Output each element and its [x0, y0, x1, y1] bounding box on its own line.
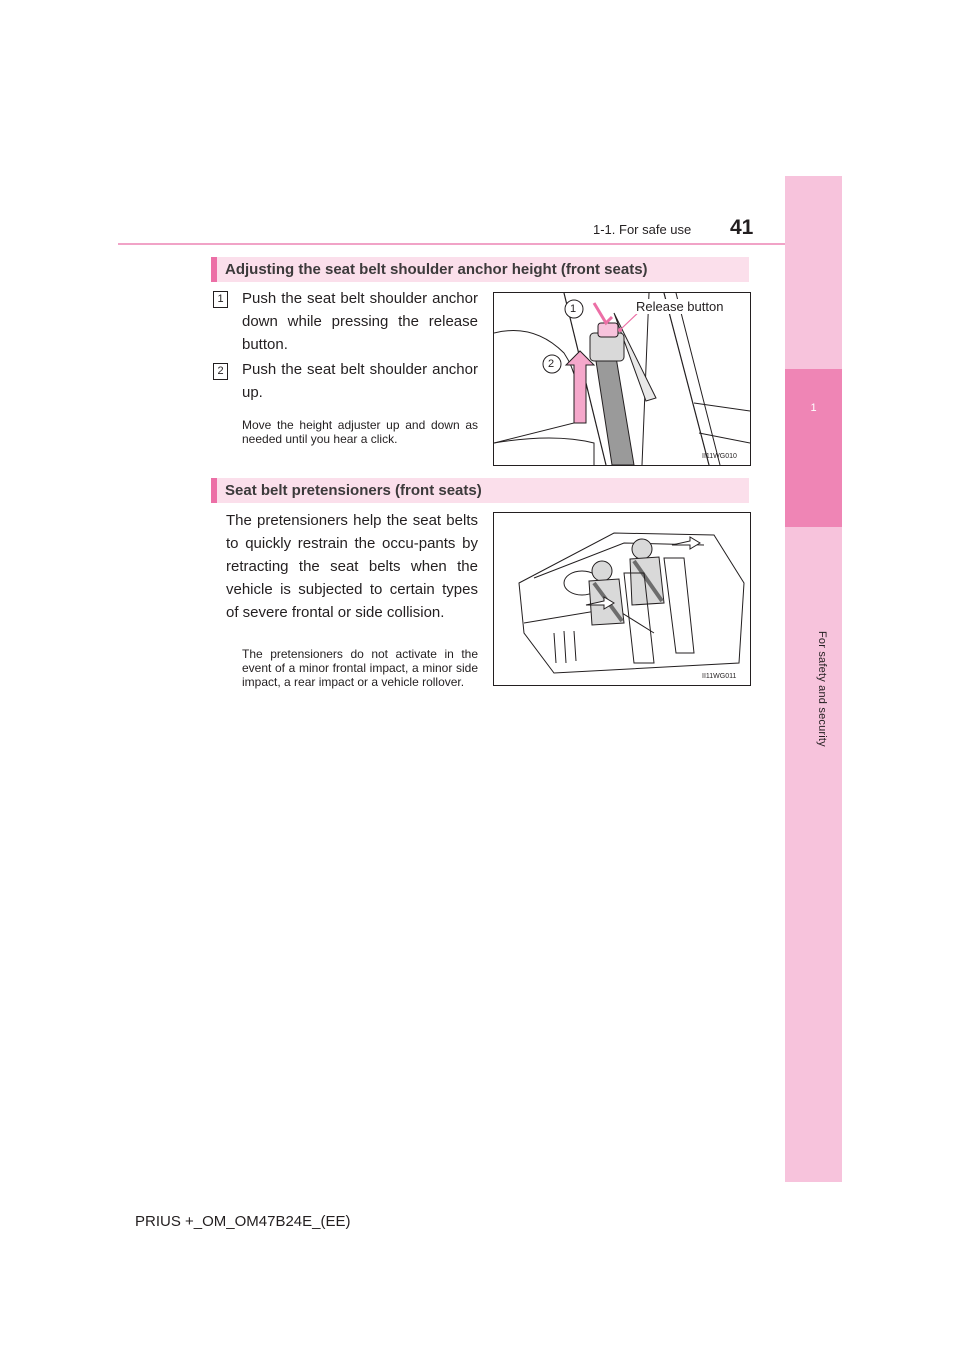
release-button-callout: Release button: [636, 299, 724, 314]
step-number-1: 1: [213, 291, 228, 308]
document-id: PRIUS +_OM_OM47B24E_(EE): [135, 1213, 351, 1230]
pretensioner-note: The pretensioners do not activate in the event of a minor frontal impact, a minor side impact, a rear impact or a vehicle rollover.: [242, 647, 478, 689]
pretensioner-illustration: [494, 513, 750, 685]
figure-code: II11WG011: [702, 673, 737, 680]
shoulder-anchor-figure: [493, 292, 751, 466]
section-heading-text: Seat belt pretensioners (front seats): [225, 482, 482, 499]
heading-accent-bar: [211, 478, 217, 503]
pretensioner-figure: [493, 512, 751, 686]
section-heading-text: Adjusting the seat belt shoulder anchor height (front seats): [225, 261, 648, 278]
step-number-2: 2: [213, 363, 228, 380]
figure-marker-2: 2: [548, 358, 555, 370]
step-1-text: Push the seat belt shoulder anchor down while pressing the release button.: [242, 290, 478, 353]
chapter-number-box: [785, 369, 842, 527]
section-heading-pretensioners: [211, 478, 749, 503]
figure-code: II11WG010: [702, 453, 737, 460]
pretensioner-description: The pretensioners help the seat belts to quickly restrain the occu-pants by retracting the seat belts when the vehicle is subjected to certain types of severe frontal or side collision.: [226, 512, 478, 621]
chapter-number: 1: [810, 402, 817, 414]
heading-accent-bar: [211, 257, 217, 282]
figure-marker-1: 1: [570, 303, 577, 315]
page-number: 41: [730, 216, 754, 239]
chapter-side-tab: [785, 176, 842, 1182]
section-heading-shoulder-anchor: [211, 257, 749, 282]
section-label: 1-1. For safe use: [593, 222, 692, 237]
shoulder-anchor-illustration: [494, 293, 750, 465]
header-rule: [118, 243, 785, 245]
step-2-text: Push the seat belt shoulder anchor up.: [242, 361, 478, 401]
step-note: Move the height adjuster up and down as needed until you hear a click.: [242, 418, 478, 446]
chapter-title: For safety and security: [816, 631, 828, 747]
